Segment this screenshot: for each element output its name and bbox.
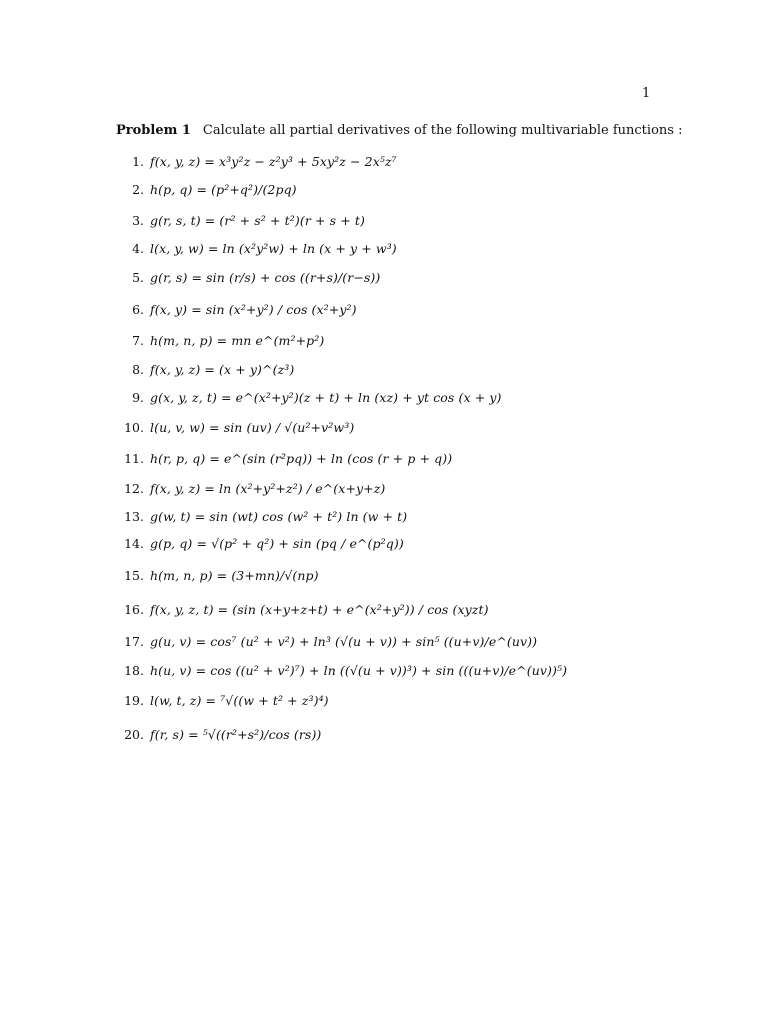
item-expression: h(m, n, p) = (3+mn)/√(np) xyxy=(150,567,319,583)
list-item xyxy=(116,557,676,593)
list-item xyxy=(116,411,676,444)
list-item xyxy=(116,444,676,473)
list-item xyxy=(116,206,676,235)
item-number: 7. xyxy=(132,333,144,348)
list-item xyxy=(116,262,676,293)
item-number: 13. xyxy=(124,509,144,524)
item-number: 19. xyxy=(124,693,144,708)
item-number: 12. xyxy=(124,480,144,496)
item-expression: h(r, p, q) = e^(sin (r²pq)) + ln (cos (r + p + q)) xyxy=(150,451,453,466)
list-item xyxy=(116,685,676,716)
list-item xyxy=(116,355,676,383)
item-expression: g(p, q) = √(p² + q²) + sin (pq / e^(p²q)) xyxy=(150,536,404,551)
item-number: 10. xyxy=(124,420,144,435)
list-item xyxy=(116,150,676,173)
item-expression: f(x, y) = sin (x²+y²) / cos (x²+y²) xyxy=(150,302,357,317)
problem-instruction: Calculate all partial derivatives of the following multivariable functions : xyxy=(202,123,683,138)
item-number: 18. xyxy=(124,663,144,678)
list-item xyxy=(116,235,676,262)
item-expression: g(r, s) = sin (r/s) + cos ((r+s)/(r−s)) xyxy=(150,270,381,285)
item-number: 2. xyxy=(132,182,144,197)
item-number: 9. xyxy=(132,389,144,405)
item-expression: h(u, v) = cos ((u² + v²)⁷) + ln ((√(u + v))³) + sin (((u+v)/e^(uv))⁵) xyxy=(150,663,568,678)
item-expression: h(p, q) = (p²+q²)/(2pq) xyxy=(150,182,297,197)
list-item xyxy=(116,530,676,557)
list-item xyxy=(116,326,676,355)
item-expression: l(x, y, w) = ln (x²y²w) + ln (x + y + w³) xyxy=(150,241,397,256)
item-expression: f(r, s) = ⁵√((r²+s²)/cos (rs)) xyxy=(150,726,322,742)
item-expression: h(m, n, p) = mn e^(m²+p²) xyxy=(150,333,325,348)
list-item xyxy=(116,293,676,326)
item-number: 17. xyxy=(124,633,144,649)
list-item xyxy=(116,473,676,503)
list-item xyxy=(116,716,676,752)
item-expression: l(w, t, z) = ⁷√((w + t² + z³)⁴) xyxy=(150,693,329,708)
item-number: 1. xyxy=(132,154,144,169)
list-item xyxy=(116,383,676,411)
item-expression: g(r, s, t) = (r² + s² + t²)(r + s + t) xyxy=(150,213,365,228)
page-number: 1 xyxy=(642,86,651,101)
item-expression: f(x, y, z) = x³y²z − z²y³ + 5xy²z − 2x⁵z⁷ xyxy=(150,154,397,169)
item-expression: f(x, y, z) = ln (x²+y²+z²) / e^(x+y+z) xyxy=(150,480,386,496)
item-expression: f(x, y, z) = (x + y)^(z³) xyxy=(150,361,295,377)
item-expression: g(w, t) = sin (wt) cos (w² + t²) ln (w + t) xyxy=(150,509,408,524)
item-expression: l(u, v, w) = sin (uv) / √(u²+v²w³) xyxy=(150,420,355,435)
item-expression: g(u, v) = cos⁷ (u² + v²) + ln³ (√(u + v)) + sin⁵ ((u+v)/e^(uv)) xyxy=(150,633,538,649)
item-number: 5. xyxy=(132,270,144,285)
problem-list xyxy=(116,150,676,752)
item-number: 3. xyxy=(132,213,144,228)
item-number: 15. xyxy=(124,567,144,583)
item-number: 16. xyxy=(124,602,144,617)
list-item xyxy=(116,173,676,206)
list-item xyxy=(116,626,676,656)
item-number: 14. xyxy=(124,536,144,551)
list-item xyxy=(116,503,676,530)
item-number: 11. xyxy=(124,451,144,466)
item-expression: f(x, y, z, t) = (sin (x+y+z+t) + e^(x²+y²)) / cos (xyzt) xyxy=(150,602,489,617)
list-item xyxy=(116,656,676,685)
problem-label: Problem 1 xyxy=(116,123,191,138)
item-number: 4. xyxy=(132,241,144,256)
problem-header xyxy=(116,123,682,138)
item-number: 20. xyxy=(124,726,144,742)
list-item xyxy=(116,593,676,626)
item-expression: g(x, y, z, t) = e^(x²+y²)(z + t) + ln (xz) + yt cos (x + y) xyxy=(150,389,502,405)
item-number: 6. xyxy=(132,302,144,317)
item-number: 8. xyxy=(132,361,144,377)
